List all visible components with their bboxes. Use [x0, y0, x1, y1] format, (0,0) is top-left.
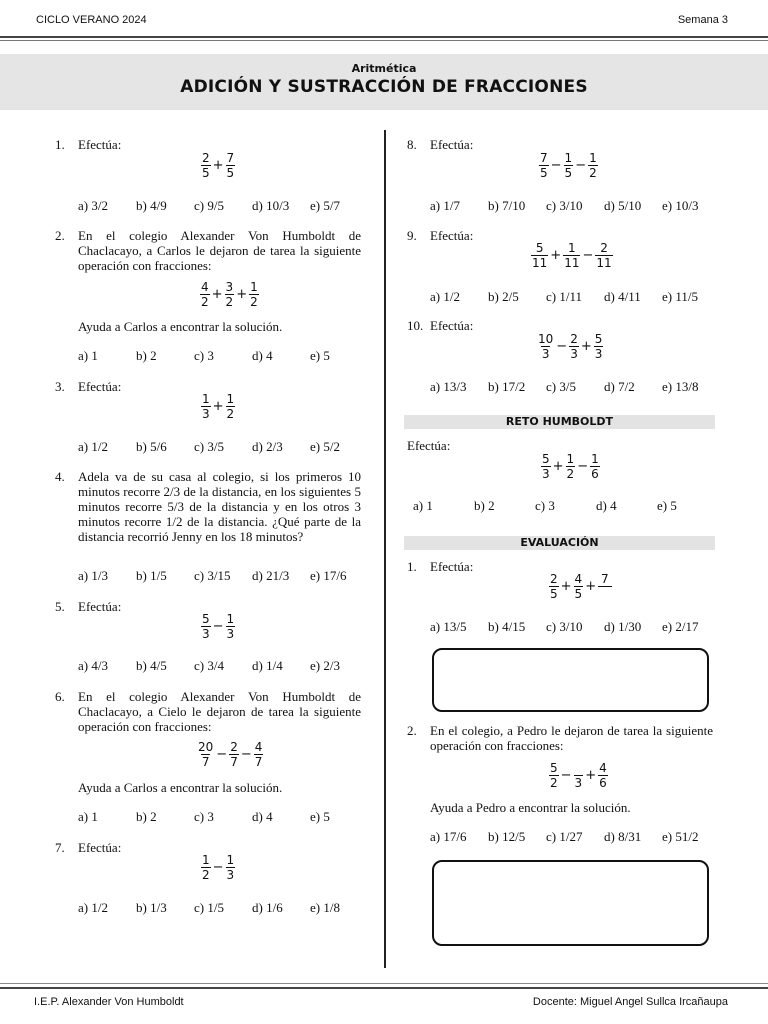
answer-option: a) 4/3 [78, 658, 108, 673]
fraction-denominator: 6 [599, 776, 607, 790]
fraction-denominator: 5 [540, 166, 548, 180]
fraction-denominator: 5 [574, 587, 583, 601]
answer-option: b) 5/6 [136, 439, 167, 454]
section-heading-reto: RETO HUMBOLDT [404, 415, 715, 429]
operator-sign: − [240, 747, 252, 762]
answer-option: e) 1/8 [310, 900, 340, 915]
fraction-denominator: 7 [201, 755, 210, 769]
answer-option: e) 17/6 [310, 568, 347, 583]
answer-option: b) 12/5 [488, 829, 526, 844]
fraction-numerator: 7 [540, 151, 548, 165]
answer-option: e) 5 [657, 498, 677, 513]
question-prompt: Efectúa: [78, 599, 122, 614]
answer-option: e) 11/5 [662, 289, 698, 304]
question-number: 2. [407, 723, 417, 738]
answer-option: c) 3/5 [546, 379, 576, 394]
fraction [201, 853, 211, 882]
question-help-text: Ayuda a Carlos a encontrar la solución. [78, 319, 283, 334]
fraction-expression [200, 853, 236, 882]
section-heading-evaluacion: EVALUACIÓN [404, 536, 715, 550]
answer-option: e) 2/3 [310, 658, 340, 673]
fraction [566, 452, 576, 481]
question-prompt: Efectúa: [430, 137, 474, 152]
question-prompt: Efectúa: [78, 379, 122, 394]
fraction-expression [200, 612, 236, 641]
fraction-numerator: 4 [599, 761, 607, 775]
fraction-numerator: 3 [225, 280, 234, 294]
question-number: 3. [55, 379, 65, 394]
fraction-numerator: 1 [226, 853, 235, 867]
fraction-expression [548, 761, 609, 790]
answer-option: d) 4 [252, 809, 273, 824]
answer-option: c) 3/5 [194, 439, 224, 454]
question-number: 4. [55, 469, 65, 484]
operator-sign: − [212, 860, 224, 875]
fraction-numerator: 1 [202, 853, 210, 867]
fraction-expression [196, 740, 264, 769]
answer-option: c) 9/5 [194, 198, 224, 213]
answer-option: b) 7/10 [488, 198, 526, 213]
fraction [598, 761, 608, 790]
fraction [539, 151, 549, 180]
operator-sign: + [560, 579, 572, 594]
answer-option: c) 3/10 [546, 198, 583, 213]
answer-option: b) 2/5 [488, 289, 519, 304]
fraction-numerator: 2 [202, 151, 210, 165]
fraction [200, 280, 210, 309]
fraction-denominator: 3 [574, 776, 583, 790]
question-number: 6. [55, 689, 65, 704]
fraction-denominator: 5 [226, 166, 235, 180]
answer-option: c) 3 [535, 498, 555, 513]
fraction [569, 332, 579, 361]
answer-option: b) 2 [136, 348, 157, 363]
answer-option: d) 1/30 [604, 619, 642, 634]
fraction-numerator: 5 [594, 332, 603, 346]
fraction-denominator: 2 [226, 407, 235, 421]
fraction-denominator: 2 [566, 467, 575, 481]
fraction-expression [536, 332, 604, 361]
fraction-numerator: 1 [202, 392, 210, 406]
answer-option: b) 4/9 [136, 198, 167, 213]
operator-sign: + [585, 579, 597, 594]
question-help-text: Ayuda a Carlos a encontrar la solución. [78, 780, 283, 795]
fraction-numerator: 2 [550, 572, 558, 586]
operator-sign: + [550, 248, 562, 263]
answer-option: b) 2 [474, 498, 495, 513]
fraction-denominator: 2 [550, 776, 558, 790]
fraction-numerator: 5 [550, 761, 558, 775]
fraction [226, 392, 236, 421]
fraction [549, 572, 559, 601]
fraction [541, 452, 551, 481]
fraction-denominator: 11 [532, 256, 548, 270]
answer-option: a) 1/2 [78, 900, 108, 915]
fraction-numerator: 1 [250, 280, 258, 294]
fraction [531, 241, 548, 270]
question-text: En el colegio Alexander Von Humboldt de Chaclacayo, a Cielo le dejaron de tarea la siguiente operación con fracciones: [78, 689, 361, 734]
fraction-expression [540, 452, 601, 481]
fraction-numerator: 4 [201, 280, 209, 294]
column-divider [384, 130, 386, 968]
fraction-denominator: 2 [202, 868, 210, 882]
operator-sign: − [560, 768, 572, 783]
answer-option: c) 1/11 [546, 289, 582, 304]
question-number: 7. [55, 840, 65, 855]
fraction-denominator: 3 [226, 627, 235, 641]
fraction [574, 761, 584, 790]
fraction-numerator: 1 [564, 151, 573, 165]
fraction-denominator: 2 [201, 295, 209, 309]
answer-option: a) 13/5 [430, 619, 467, 634]
fraction-numerator: 4 [574, 572, 583, 586]
answer-option: d) 2/3 [252, 439, 283, 454]
fraction-numerator: 5 [542, 452, 550, 466]
answer-option: b) 2 [136, 809, 157, 824]
fraction-numerator: 7 [226, 151, 235, 165]
answer-option: a) 13/3 [430, 379, 467, 394]
fraction-denominator: 5 [564, 166, 573, 180]
fraction-denominator: 3 [542, 467, 550, 481]
fraction-expression [530, 241, 614, 270]
answer-option: d) 21/3 [252, 568, 290, 583]
answer-option: a) 3/2 [78, 198, 108, 213]
fraction-numerator: 7 [601, 572, 609, 586]
answer-option: e) 5 [310, 809, 330, 824]
answer-option: a) 1/3 [78, 568, 108, 583]
fraction-denominator: 2 [589, 166, 597, 180]
answer-option: d) 1/6 [252, 900, 283, 915]
fraction [563, 241, 580, 270]
operator-sign: − [212, 619, 224, 634]
fraction-denominator: 3 [594, 347, 603, 361]
operator-sign: + [580, 339, 592, 354]
answer-option: d) 4/11 [604, 289, 641, 304]
operator-sign: + [552, 459, 564, 474]
answer-option: e) 51/2 [662, 829, 699, 844]
fraction [226, 151, 236, 180]
fraction-numerator: 5 [202, 612, 210, 626]
footer-rule [0, 987, 768, 989]
fraction [226, 612, 236, 641]
fraction-numerator [574, 761, 584, 775]
header-rule [0, 36, 768, 38]
fraction-denominator: 7 [254, 755, 263, 769]
fraction-numerator: 2 [570, 332, 578, 346]
fraction-numerator: 4 [254, 740, 263, 754]
footer-rule-thin [0, 983, 768, 984]
answer-option: c) 3 [194, 348, 214, 363]
fraction-numerator: 1 [226, 392, 235, 406]
answer-option: a) 17/6 [430, 829, 467, 844]
answer-box[interactable] [432, 648, 709, 712]
answer-option: a) 1 [78, 348, 98, 363]
fraction [201, 612, 211, 641]
question-number: 1. [55, 137, 65, 152]
fraction [201, 151, 211, 180]
answer-option: a) 1/7 [430, 198, 460, 213]
fraction-denominator: 5 [550, 587, 558, 601]
operator-sign: − [575, 158, 587, 173]
question-text: Adela va de su casa al colegio, si los primeros 10 minutos recorre 2/3 de la distancia, en los siguientes 5 minutos recorre 5/3 de la distancia y en los otros 3 minutos recorre 1/2 de la distancia. ¿Qué parte de la distancia recorrió Jenny en los 18 minutos? [78, 469, 361, 544]
fraction-denominator [598, 586, 611, 601]
title-banner [0, 54, 768, 110]
question-prompt: Efectúa: [430, 318, 474, 333]
answer-option: b) 17/2 [488, 379, 526, 394]
operator-sign: + [212, 158, 224, 173]
fraction-denominator: 7 [230, 755, 238, 769]
fraction [201, 392, 211, 421]
answer-option: e) 5/2 [310, 439, 340, 454]
question-prompt: Efectúa: [407, 438, 451, 453]
fraction [574, 572, 584, 601]
answer-option: d) 10/3 [252, 198, 290, 213]
fraction [197, 740, 214, 769]
answer-option: e) 5 [310, 348, 330, 363]
operator-sign: − [550, 158, 562, 173]
fraction [594, 332, 604, 361]
fraction-denominator: 11 [596, 256, 612, 270]
answer-option: c) 1/5 [194, 900, 224, 915]
answer-option: d) 4 [252, 348, 273, 363]
fraction-expression [200, 151, 236, 180]
operator-sign: + [212, 399, 224, 414]
question-number: 2. [55, 228, 65, 243]
operator-sign: + [236, 287, 248, 302]
question-number: 9. [407, 228, 417, 243]
answer-option: e) 10/3 [662, 198, 699, 213]
fraction-numerator: 2 [230, 740, 238, 754]
answer-option: d) 4 [596, 498, 617, 513]
question-number: 10. [407, 318, 424, 333]
question-prompt: Efectúa: [430, 228, 474, 243]
fraction [229, 740, 239, 769]
answer-option: d) 1/4 [252, 658, 283, 673]
answer-option: b) 4/15 [488, 619, 526, 634]
answer-option: c) 3/4 [194, 658, 224, 673]
fraction-denominator: 11 [564, 256, 580, 270]
fraction-expression [538, 151, 599, 180]
fraction-numerator: 1 [226, 612, 235, 626]
answer-option: b) 4/5 [136, 658, 167, 673]
question-number: 1. [407, 559, 417, 574]
header-week-label: Semana 3 [677, 14, 728, 26]
header-course-label: CICLO VERANO 2024 [36, 14, 147, 26]
answer-option: e) 13/8 [662, 379, 699, 394]
answer-box[interactable] [432, 860, 709, 946]
subject-title: Aritmética [351, 62, 417, 75]
answer-option: a) 1 [78, 809, 98, 824]
fraction-numerator: 1 [591, 452, 599, 466]
answer-option: e) 5/7 [310, 198, 340, 213]
answer-option: c) 3 [194, 809, 214, 824]
fraction-denominator: 2 [250, 295, 258, 309]
question-prompt: Efectúa: [78, 840, 122, 855]
answer-option: a) 1 [413, 498, 433, 513]
fraction [588, 151, 598, 180]
answer-option: d) 5/10 [604, 198, 642, 213]
fraction-numerator: 1 [568, 241, 576, 255]
operator-sign: − [582, 248, 594, 263]
fraction-numerator: 20 [198, 740, 214, 754]
question-help-text: Ayuda a Pedro a encontrar la solución. [430, 800, 631, 815]
answer-option: d) 7/2 [604, 379, 635, 394]
answer-option: b) 1/3 [136, 900, 167, 915]
operator-sign: − [216, 747, 228, 762]
answer-option: b) 1/5 [136, 568, 167, 583]
operator-sign: − [556, 339, 568, 354]
fraction [564, 151, 574, 180]
page-title: ADICIÓN Y SUSTRACCIÓN DE FRACCIONES [180, 77, 588, 97]
fraction [598, 572, 611, 601]
fraction-denominator: 3 [202, 627, 210, 641]
question-text: En el colegio, a Pedro le dejaron de tarea la siguiente operación con fracciones: [430, 723, 713, 753]
header-rule-thin [0, 40, 768, 41]
fraction-denominator: 3 [202, 407, 210, 421]
answer-option: d) 8/31 [604, 829, 642, 844]
fraction [254, 740, 264, 769]
fraction-numerator: 1 [589, 151, 597, 165]
operator-sign: − [577, 459, 589, 474]
question-number: 5. [55, 599, 65, 614]
fraction-denominator: 2 [225, 295, 234, 309]
question-number: 8. [407, 137, 417, 152]
footer-teacher-name: Docente: Miguel Angel Sullca Ircañaupa [532, 996, 728, 1008]
operator-sign: + [585, 768, 597, 783]
answer-option: a) 1/2 [430, 289, 460, 304]
fraction-denominator: 5 [202, 166, 210, 180]
fraction [537, 332, 554, 361]
fraction [226, 853, 236, 882]
question-prompt: Efectúa: [430, 559, 474, 574]
fraction [249, 280, 259, 309]
fraction [225, 280, 235, 309]
answer-option: a) 1/2 [78, 439, 108, 454]
fraction [590, 452, 600, 481]
footer-school-name: I.E.P. Alexander Von Humboldt [34, 996, 184, 1008]
fraction-numerator: 2 [600, 241, 608, 255]
fraction-denominator: 3 [226, 868, 235, 882]
fraction-numerator: 5 [535, 241, 544, 255]
fraction-numerator: 1 [566, 452, 575, 466]
fraction-denominator: 3 [541, 347, 550, 361]
answer-option: c) 1/27 [546, 829, 583, 844]
fraction-expression [200, 392, 236, 421]
operator-sign: + [211, 287, 223, 302]
question-text: En el colegio Alexander Von Humboldt de Chaclacayo, a Carlos le dejaron de tarea la siguiente operación con fracciones: [78, 228, 361, 273]
fraction-expression [548, 572, 613, 601]
answer-option: c) 3/15 [194, 568, 231, 583]
fraction-denominator: 3 [570, 347, 578, 361]
answer-option: c) 3/10 [546, 619, 583, 634]
answer-option: e) 2/17 [662, 619, 699, 634]
fraction [549, 761, 559, 790]
fraction-numerator: 10 [538, 332, 554, 346]
fraction-expression [199, 280, 260, 309]
fraction-denominator: 6 [591, 467, 599, 481]
question-prompt: Efectúa: [78, 137, 122, 152]
fraction [595, 241, 612, 270]
